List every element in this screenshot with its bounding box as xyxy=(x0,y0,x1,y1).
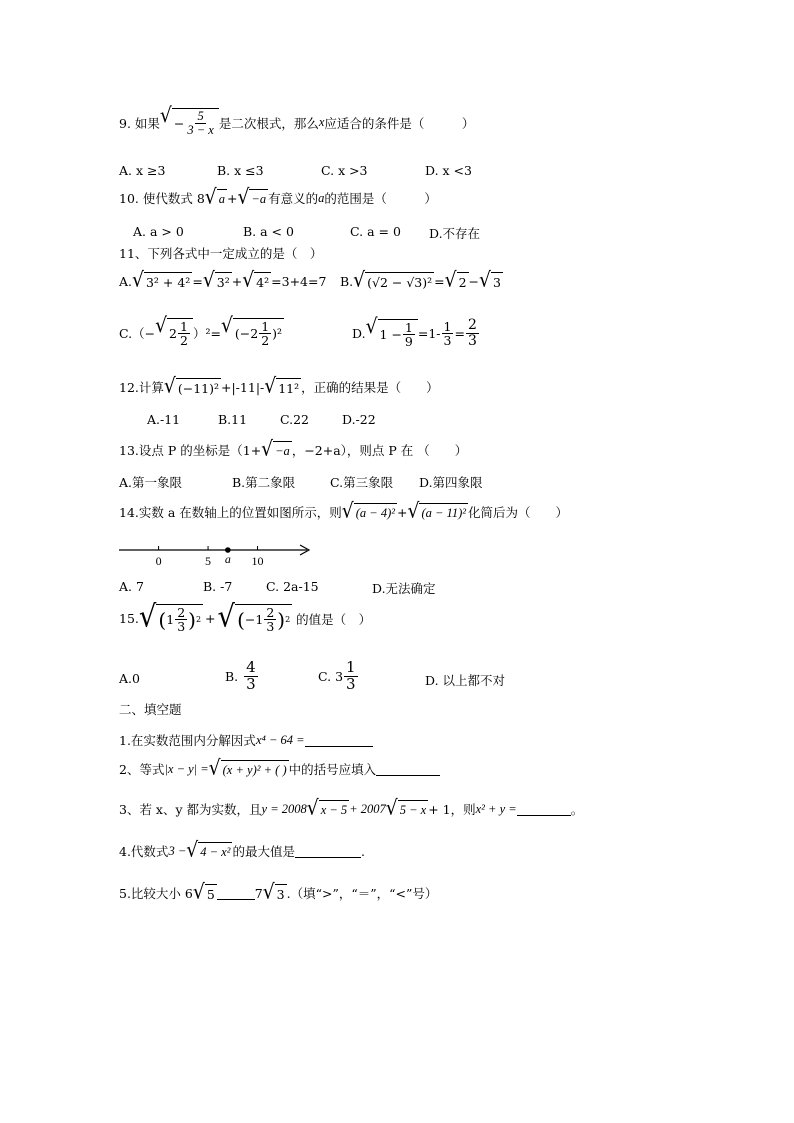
q14-option-b[interactable]: B. -7 xyxy=(203,579,233,594)
q13-option-b[interactable]: B.第二象限 xyxy=(232,475,296,490)
question-14: 14.实数 a 在数轴上的位置如图所示，则 √ (a − 4)² + √ (a − 11)² 化简后为（ ） xyxy=(119,499,569,523)
fill-2: 2、等式 |x − y| = √ (x + y)² + ( ) 中的括号应填入 xyxy=(119,760,440,779)
q15-option-c[interactable]: C. 3 $\frac{1}{3}$ xyxy=(318,658,356,693)
q12-option-d[interactable]: D.-22 xyxy=(342,412,376,427)
q15-option-d[interactable]: D. 以上都不对 xyxy=(425,673,506,688)
q12-option-c[interactable]: C.22 xyxy=(280,412,309,427)
question-12: 12.计算 √ (−11)² +|-11|- √ 11² ，正确的结果是（ ） xyxy=(119,374,439,398)
q14-option-c[interactable]: C. 2a-15 xyxy=(266,579,319,594)
question-9: 9. 如果 √ − $\frac{5}{3 - x}$ 是二次根式，那么 x 应适合的条件是（ ） xyxy=(119,104,475,138)
question-10: 10. 使代数式 8 √ a + √ −a 有意义的 a 的范围是（ ） xyxy=(119,185,437,209)
question-15: 15. √ ( 1 $\frac{2}{3}$ ) 2 + √ ( −1 $\frac{2}{3}$ ) 2 的值是（ ） xyxy=(119,599,372,635)
q12-option-a[interactable]: A.-11 xyxy=(147,412,181,427)
tick-label-0: 0 xyxy=(155,554,162,568)
q11-option-b[interactable]: B. √ (√2 − √3)² = √ 2 − √ 3 xyxy=(340,268,501,292)
q11-option-d[interactable]: D. √ 1 − $\frac{1}{9}$ =1- $\frac{1}{3}$ = $\frac{2}{3}$ xyxy=(352,314,477,349)
number-line xyxy=(115,538,320,570)
q13-option-c[interactable]: C.第三象限 xyxy=(330,475,394,490)
tick-label-5: 5 xyxy=(205,554,212,568)
section-2-title: 二、填空题 xyxy=(119,702,182,717)
q9-option-b[interactable]: B. x ≤3 xyxy=(217,163,264,178)
q11-option-c[interactable]: C.（− √ 2 $\frac{1}{2}$ ）²= √ (−2 $\frac{1}{2}$ )² xyxy=(119,314,283,349)
point-a-label: a xyxy=(224,552,231,566)
q15-option-b[interactable]: B. $\frac{4}{3}$ xyxy=(225,658,256,693)
fill-4: 4.代数式 3 − √ 4 − x² 的最大值是 . xyxy=(119,838,365,862)
q9-number: 9. 如果 xyxy=(119,115,160,131)
q9-option-d[interactable]: D. x <3 xyxy=(425,163,472,178)
q10-option-d[interactable]: D.不存在 xyxy=(429,226,481,241)
question-13: 13.设点 P 的坐标是（1+ √ −a ，−2+a），则点 P 在 （ ） xyxy=(119,437,468,461)
q9-option-c[interactable]: C. x >3 xyxy=(321,163,368,178)
q13-option-d[interactable]: D.第四象限 xyxy=(419,475,483,490)
fill-3: 3、若 x、y 都为实数，且 y = 2008 √ x − 5 + 2007 √ 5 − x + 1，则 x² + y = 。 xyxy=(119,796,584,820)
q9-radical: √ − $\frac{5}{3 - x}$ xyxy=(160,108,219,137)
q14-option-d[interactable]: D.无法确定 xyxy=(372,581,436,596)
q10-option-c[interactable]: C. a = 0 xyxy=(350,224,401,239)
fill-5-blank[interactable] xyxy=(217,887,255,900)
fill-5: 5.比较大小 6 √ 5 7 √ 3 .（填“>”，“＝”，“<”号） xyxy=(119,880,438,904)
q12-option-b[interactable]: B.11 xyxy=(218,412,248,427)
q14-option-a[interactable]: A. 7 xyxy=(119,579,144,594)
q15-option-a[interactable]: A.0 xyxy=(119,671,140,686)
question-11: 11、下列各式中一定成立的是（ ） xyxy=(119,246,323,261)
fill-1-blank[interactable] xyxy=(305,734,373,747)
q10-option-a[interactable]: A. a > 0 xyxy=(133,224,184,239)
fill-4-blank[interactable] xyxy=(295,845,361,858)
q9-option-a[interactable]: A. x ≥3 xyxy=(119,163,166,178)
fill-2-blank[interactable] xyxy=(376,763,440,776)
fill-1: 1.在实数范围内分解因式 x⁴ − 64 = xyxy=(119,731,373,749)
fill-3-blank[interactable] xyxy=(517,803,571,816)
tick-label-10: 10 xyxy=(251,554,264,568)
q10-option-b[interactable]: B. a < 0 xyxy=(243,224,294,239)
q13-option-a[interactable]: A.第一象限 xyxy=(119,475,183,490)
q11-option-a[interactable]: A. √ 3² + 4² = √ 3² + √ 4² =3+4=7 xyxy=(119,268,327,292)
